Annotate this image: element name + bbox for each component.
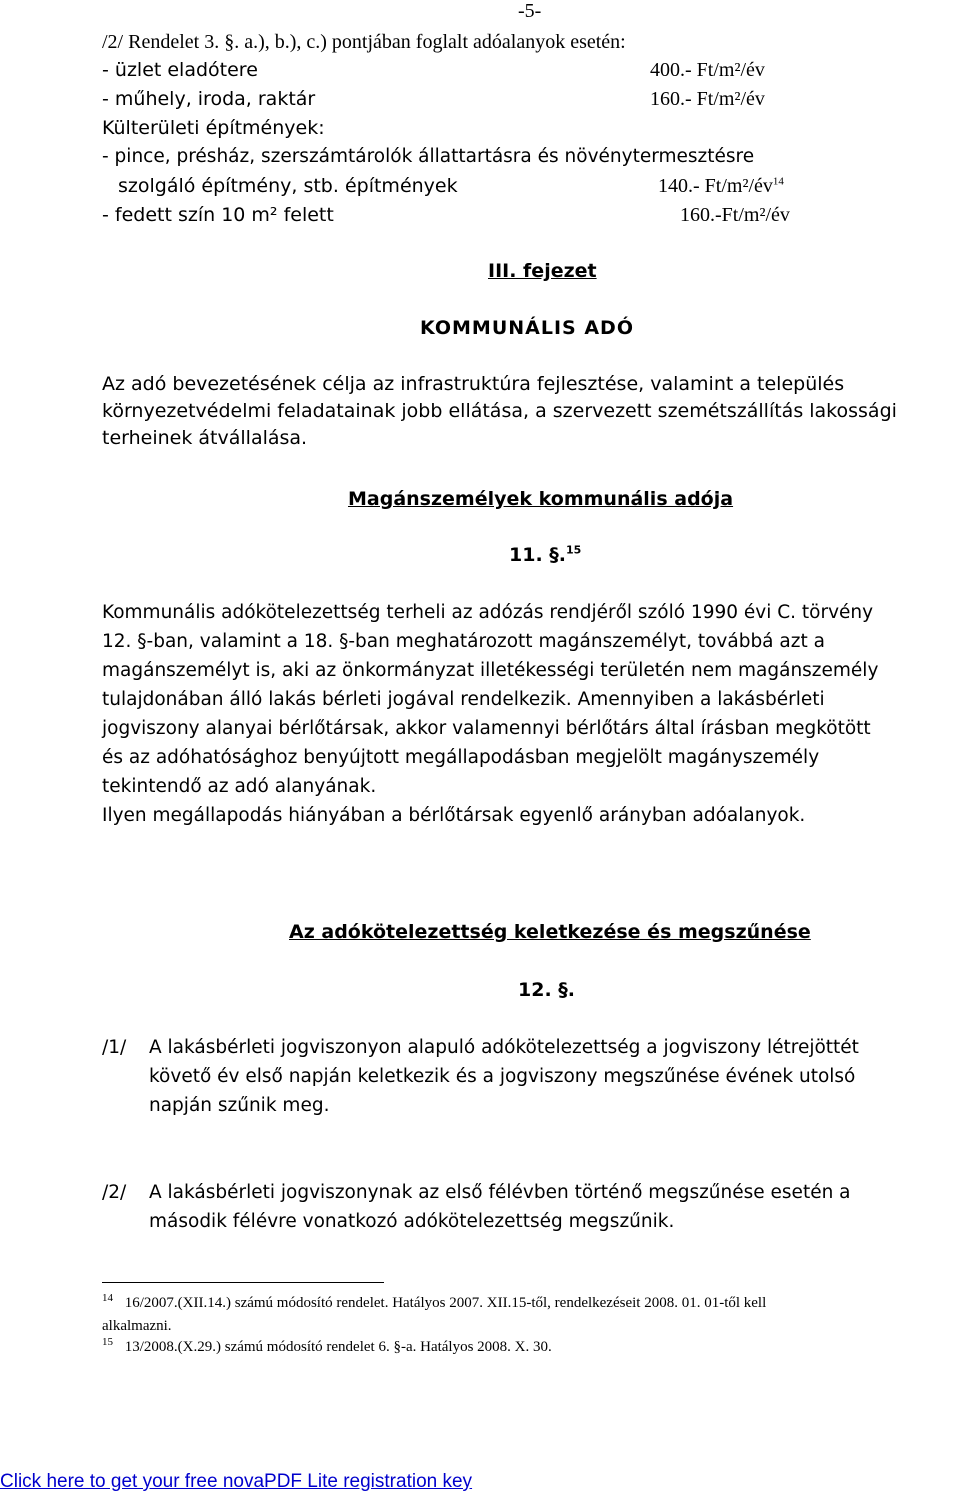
chapter-number: III. fejezet xyxy=(488,260,597,282)
section11-heading: Magánszemélyek kommunális adója xyxy=(348,488,734,510)
section12-p2 xyxy=(149,1178,851,1236)
purpose-line: Az adó bevezetésének célja az infrastruktúra fejlesztése, valamint a település xyxy=(102,373,845,395)
footnote-ref-15: 15 xyxy=(566,543,582,557)
chapter-purpose xyxy=(102,371,960,452)
footnote-15-number: 15 xyxy=(102,1336,113,1348)
footnote-15 xyxy=(102,1336,552,1359)
body-line: 12. §-ban, valamint a 18. §-ban meghatározott magánszemélyt, továbbá azt a xyxy=(102,631,825,652)
purpose-line: terheinek átvállalása. xyxy=(102,427,308,449)
section12-heading: Az adókötelezettség keletkezése és megszűnése xyxy=(289,921,811,943)
section11-paragraph-number: 11. §.$^{15}$ xyxy=(509,543,582,566)
body-line: magánszemélyt is, aki az önkormányzat illetékességi területén nem magánszemély xyxy=(102,660,879,681)
p1-line: napján szűnik meg. xyxy=(149,1095,330,1116)
body-line: és az adóhatósághoz benyújtott megállapodásban megjelölt magányszemély xyxy=(102,747,820,768)
page-number: -5- xyxy=(518,0,542,22)
rate-value-shed: 160.-Ft/m²/év xyxy=(680,204,790,226)
section12-paragraph-number: 12. §. xyxy=(518,979,575,1001)
p1-line: A lakásbérleti jogviszonyon alapuló adókötelezettség a jogviszony létrejöttét xyxy=(149,1037,859,1058)
body-line: Kommunális adókötelezettség terheli az adózás rendjéről szóló 1990 évi C. törvény xyxy=(102,602,874,623)
section12-p1-number: /1/ xyxy=(102,1037,127,1058)
rate-label-cellar-b: szolgáló építmény, stb. építmények xyxy=(118,175,458,197)
registration-link[interactable]: Click here to get your free novaPDF Lite registration key xyxy=(0,1471,473,1492)
footnote-14 xyxy=(102,1292,766,1315)
rate-value-workshop: 160.- Ft/m²/év xyxy=(650,88,765,110)
footnote-ref-14: 14 xyxy=(772,175,784,188)
footnote-14-text: 16/2007.(XII.14.) számú módosító rendelet. Hatályos 2007. XII.15-től, rendelkezéseit 2008. 01. 01-től kell xyxy=(124,1295,767,1311)
rate-value-shop: 400.- Ft/m²/év xyxy=(650,59,765,81)
rates-intro: /2/ Rendelet 3. §. a.), b.), c.) pontjában foglalt adóalanyok esetén: xyxy=(102,31,626,53)
outdoor-heading: Külterületi építmények: xyxy=(102,117,325,139)
section12-p2-number: /2/ xyxy=(102,1182,127,1203)
footnote-14-number: 14 xyxy=(102,1292,113,1304)
section11-body xyxy=(102,598,960,830)
body-line: jogviszony alanyai bérlőtársak, akkor valamennyi bérlőtárs által írásban megkötött xyxy=(102,718,871,739)
footnote-15-text: 13/2008.(X.29.) számú módosító rendelet 6. §-a. Hatályos 2008. X. 30. xyxy=(124,1339,552,1355)
p1-line: követő év első napján keletkezik és a jogviszony megszűnése évének utolsó xyxy=(149,1066,856,1087)
purpose-line: környezetvédelmi feladatainak jobb ellátása, a szervezett szemétszállítás lakossági xyxy=(102,400,897,422)
rate-value-cellar: 140.- $Ft/m^2/év^{14}$ xyxy=(658,175,784,197)
body-line: tekintendő az adó alanyának. xyxy=(102,776,377,797)
section12-p1 xyxy=(149,1033,859,1120)
rate-label-shed: - fedett szín 10 m² felett xyxy=(102,204,334,226)
footnote-separator xyxy=(102,1282,384,1283)
body-line: Ilyen megállapodás hiányában a bérlőtársak egyenlő arányban adóalanyok. xyxy=(102,805,806,826)
p2-line: A lakásbérleti jogviszonynak az első félévben történő megszűnése esetén a xyxy=(149,1182,851,1203)
chapter-title: KOMMUNÁLIS ADÓ xyxy=(420,317,634,339)
p2-line: második félévre vonatkozó adókötelezettség megszűnik. xyxy=(149,1211,675,1232)
rate-label-cellar-a: - pince, présház, szerszámtárolók állattartásra és növénytermesztésre xyxy=(102,146,755,167)
rate-label-workshop: - műhely, iroda, raktár xyxy=(102,88,316,110)
footnote-14-continuation: alkalmazni. xyxy=(102,1318,172,1334)
body-line: tulajdonában álló lakás bérleti jogával rendelkezik. Amennyiben a lakásbérleti xyxy=(102,689,825,710)
rate-label-shop: - üzlet eladótere xyxy=(102,59,258,81)
